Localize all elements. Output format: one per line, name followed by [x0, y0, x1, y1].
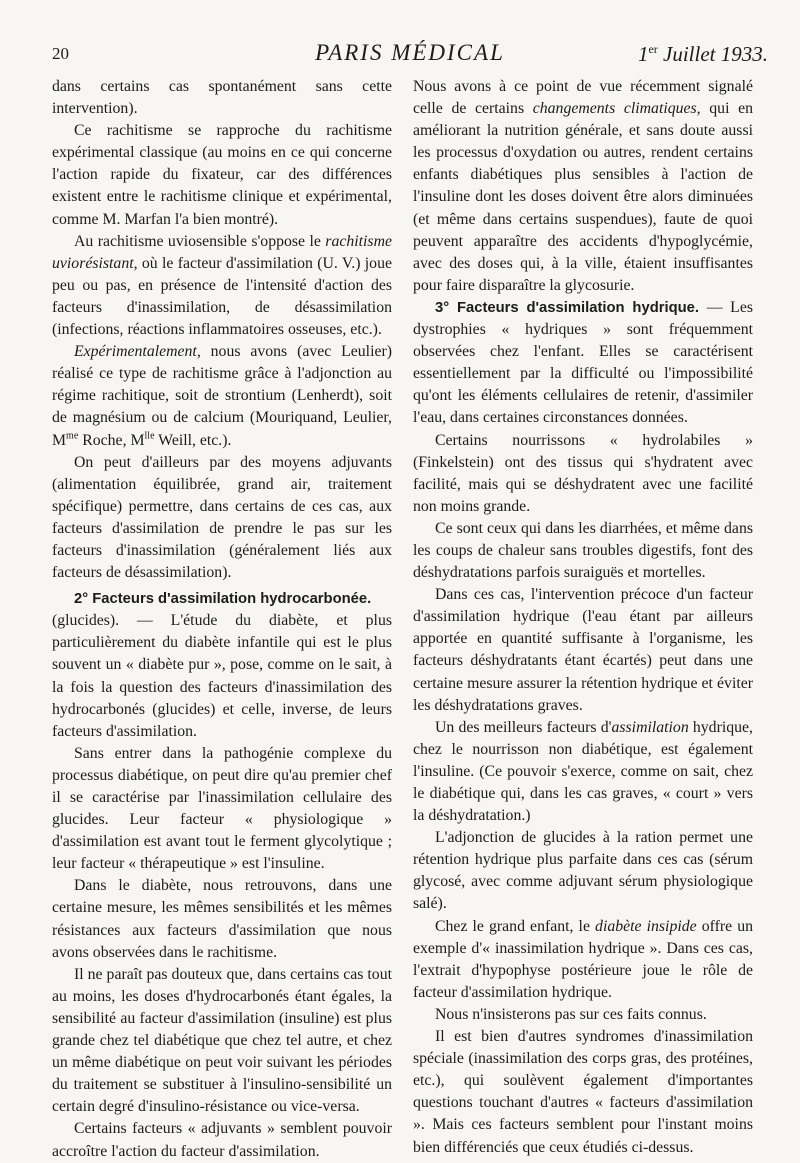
paragraph: L'adjonction de glucides à la ration permet une rétention hydrique plus parfaite dans ces cas (sérum glycosé, avec comme adjuvant sérum physiologique salé).: [413, 829, 753, 913]
section-heading-2: [52, 588, 392, 610]
italic-term: rachitisme uviorésistant,: [52, 232, 392, 272]
issue-date-suffix: er: [648, 42, 658, 56]
paragraph: [52, 231, 392, 341]
issue-date: [638, 42, 768, 67]
issue-date-rest: Juillet 1933.: [657, 42, 768, 66]
text-run: où le facteur d'assimilation (U. V.) joue peu ou pas, en présence de l'intensité d'action des facteurs d'inassimilation, de désassimilation (infections, réactions inflammatoires osseuses, etc.).: [52, 254, 392, 339]
text-run: Roche, M: [78, 431, 145, 449]
paragraph: [413, 916, 753, 1004]
text-run: qui en améliorant la nutrition générale, et sans doute aussi les processus d'oxydation ou autres, rendent certains enfants diabétiques plus sensibles à l'action de l'insuline dont les doses doivent être alors diminuées (et même dans certains suspendues), faute de quoi peuvent apparaître des accidents d'hypoglycémie, avec des doses qui, à la ville, étaient insuffisantes pour faire disparaître la glycosurie.: [413, 100, 753, 294]
paragraph: Il est bien d'autres syndromes d'inassimilation spéciale (inassimilation des corps gras, des protéines, etc.), qui soulèvent également d'importantes questions touchant d'autres « facteurs d'assimilation ». Mais ces facteurs semblent pour l'instant moins bien différenciés que ceux étudiés ci-dessus.: [413, 1028, 753, 1156]
text-run: Chez le grand enfant, le: [435, 917, 596, 935]
paragraph: Ce sont ceux qui dans les diarrhées, et même dans les coups de chaleur sans troubles digestifs, font des déshydratations parfois suraiguës et mortelles.: [413, 519, 753, 582]
paragraph: On peut d'ailleurs par des moyens adjuvants (alimentation équilibrée, grand air, traitement spécifique) permettre, dans certains de ces cas, aux facteurs d'assimilation de prendre le pas sur les facteurs d'inassimilation (généralement liés aux facteurs de désassimilation).: [52, 453, 392, 582]
paragraph: dans certains cas spontanément sans cette intervention).: [52, 78, 392, 118]
italic-term: assimilation: [611, 718, 689, 736]
paragraph: [413, 297, 753, 430]
paragraph: Certains facteurs « adjuvants » semblent pouvoir accroître l'action du facteur d'assimilation.: [52, 1120, 392, 1160]
text-run: Weill, etc.).: [154, 431, 232, 449]
issue-date-day: 1: [637, 42, 649, 66]
paragraph: Nous n'insisterons pas sur ces faits connus.: [435, 1005, 707, 1023]
paragraph: Certains nourrissons « hydrolabiles » (Finkelstein) ont des tissus qui s'hydratent avec facilité, mais qui se déshydratent avec une facilité non moins grande.: [413, 431, 753, 515]
superscript: lle: [144, 430, 155, 442]
italic-term: Expérimentalement,: [74, 343, 201, 361]
paragraph: Ce rachitisme se rapproche du rachitisme expérimental classique (au moins en ce qui concerne l'action rapide du fixateur, car des différences existent entre le rachitisme clinique et expérimental, comme M. Marfan l'a bien montré).: [52, 122, 392, 228]
paragraph: [52, 341, 392, 451]
text-run: hydrique, chez le nourrisson non diabétique, est également l'insuline. (Ce pouvoir s'exerce, comme on sait, chez le diabétique qui, dans les cas graves, « court » vers la déshydratation.): [413, 718, 753, 825]
paragraph: (glucides). — L'étude du diabète, et plus particulièrement du diabète infantile qui est le plus souvent un « diabète pur », pose, comme on le sait, à la fois la question des facteurs d'inassimilation des hydrocarbonés (glucides) et celle, inverse, de leurs facteurs d'assimilation.: [52, 612, 392, 740]
text-run: Nous avons à ce point de vue récemment signalé celle de certains: [413, 78, 753, 118]
section-title: 2° Facteurs d'assimilation hydrocarbonée.: [74, 591, 372, 608]
right-column: [413, 76, 753, 1159]
italic-term: changements climatiques,: [532, 100, 701, 118]
paragraph: [413, 76, 753, 297]
page-header: [52, 40, 768, 72]
paragraph: [413, 717, 753, 827]
paragraph: Dans le diabète, nous retrouvons, dans une certaine mesure, les mêmes sensibilités et les mêmes résistances aux facteurs d'assimilation que nous avons observées dans le rachitisme.: [52, 877, 392, 961]
left-column: [52, 76, 392, 1163]
text-run: offre un exemple d'« inassimilation hydrique ». Dans ces cas, l'extrait d'hypophyse postérieure joue le rôle de facteur d'assimilation hydrique.: [413, 917, 754, 1001]
paragraph: Dans ces cas, l'intervention précoce d'un facteur d'assimilation hydrique (l'eau étant par ailleurs apportée en quantité suffisante à l'organisme, les facteurs déshydratants étant écartés) peut dans une certaine mesure assurer la rétention hydrique et éviter les déshydratations graves.: [413, 586, 753, 714]
page-number: 20: [52, 44, 69, 63]
text-run: nous avons (avec Leulier) réalisé ce type de rachitisme grâce à l'adjonction au régime rachitique, soit de strontium (Lenherdt), soit de magnésium ou de calcium (Mouriquand, Leulier, M: [52, 343, 392, 449]
paragraph: Sans entrer dans la pathogénie complexe du processus diabétique, on peut dire qu'au premier chef il se caractérise par l'inassimilation cellulaire des glucides. Leur facteur « physiologique » d'assimilation est avant tout le ferment glycolytique ; leur facteur « thérapeutique » est l'insuline.: [52, 744, 392, 873]
superscript: me: [66, 430, 79, 442]
journal-title: PARIS MÉDICAL: [315, 40, 505, 65]
text-run: — Les dystrophies « hydriques » sont fréquemment observées chez l'enfant. Elles se caractérisent essentiellement par la difficulté ou l'impossibilité qu'ont les éléments cellulaires de retenir, d'assimiler l'eau, dans certaines circonstances données.: [413, 298, 753, 427]
italic-term: diabète insipide: [595, 917, 697, 935]
text-run: Au rachitisme uviosensible s'oppose le: [74, 232, 326, 250]
paragraph: Il ne paraît pas douteux que, dans certains cas tout au moins, les doses d'hydrocarbonés étant égales, la sensibilité au facteur d'assimilation (insuline) est plus grande chez tel diabétique que chez tel autre, et chez un même diabétique on peut voir suivant les périodes du traitement se substituer à l'insulino-sensibilité un certain degré d'insulino-résistance ou vice-versa.: [52, 965, 392, 1116]
text-run: Un des meilleurs facteurs d': [435, 718, 612, 736]
section-title: 3° Facteurs d'assimilation hydrique.: [435, 299, 700, 316]
